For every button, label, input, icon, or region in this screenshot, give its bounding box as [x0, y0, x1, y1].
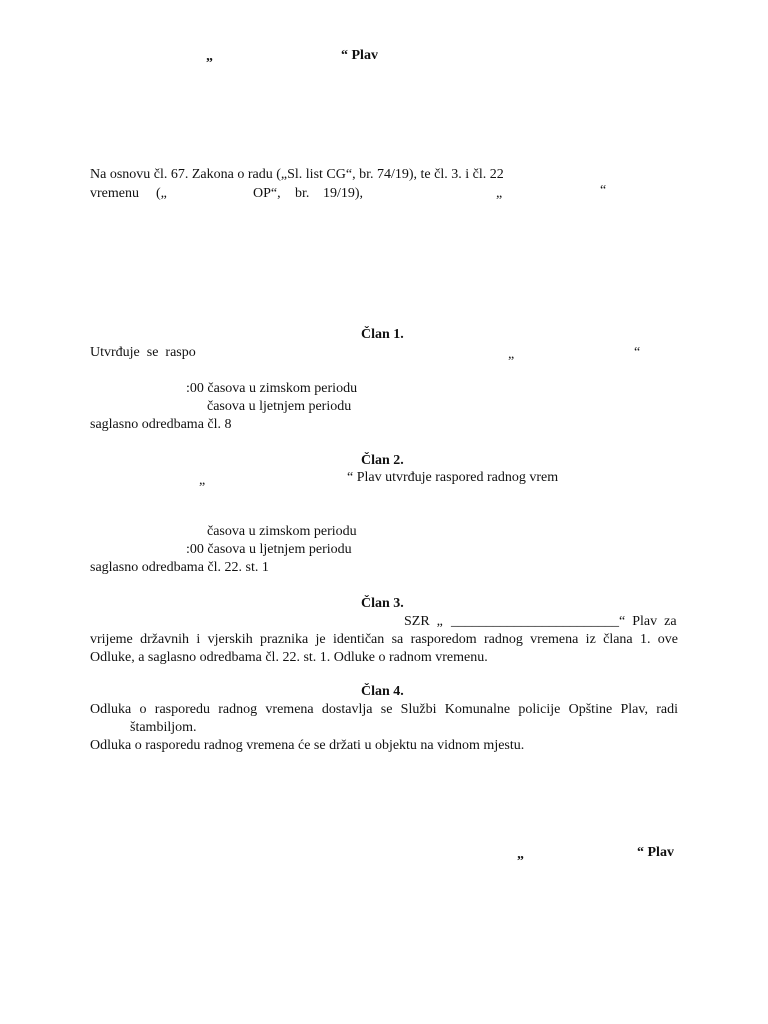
- clan2-line-1-a: „: [199, 473, 206, 488]
- preamble-line-2-f: „: [496, 186, 503, 201]
- clan2-line-1-b: “ Plav utvrđuje raspored radnog vrem: [347, 470, 559, 485]
- clan1-line-4: saglasno odredbama čl. 8: [90, 417, 232, 432]
- clan3-line-1-a: SZR „: [404, 614, 443, 629]
- footer-open-quote: „: [517, 847, 524, 862]
- clan2-line-2: časova u zimskom periodu: [207, 524, 357, 539]
- preamble-line-2-c: OP“,: [253, 186, 281, 201]
- clan4-line-1: Odluka o rasporedu radnog vremena dostavlja se Službi Komunalne policije Opštine Plav, radi: [90, 702, 678, 717]
- preamble-line-2-e: 19/19),: [323, 186, 364, 201]
- clan1-line-2: :00 časova u zimskom periodu: [186, 381, 358, 396]
- clan1-title: Član 1.: [361, 327, 404, 342]
- clan2-line-3: :00 časova u ljetnjem periodu: [186, 542, 352, 557]
- preamble-line-2-d: br.: [295, 186, 310, 201]
- clan3-blank: ________________________: [451, 614, 619, 629]
- clan1-line-1-c: “: [634, 345, 641, 360]
- clan1-line-1-a: Utvrđuje se raspo: [90, 345, 196, 360]
- header-company: “ Plav: [341, 48, 378, 63]
- clan3-title: Član 3.: [361, 596, 404, 611]
- clan4-line-3: Odluka o rasporedu radnog vremena će se držati u objektu na vidnom mjestu.: [90, 738, 525, 753]
- clan4-title: Član 4.: [361, 684, 404, 699]
- clan2-line-4: saglasno odredbama čl. 22. st. 1: [90, 560, 269, 575]
- preamble-line-2-b: („: [156, 186, 167, 201]
- clan3-line-1-b: “ Plav za: [619, 614, 677, 629]
- preamble-line-1: Na osnovu čl. 67. Zakona o radu („Sl. list CG“, br. 74/19), te čl. 3. i čl. 22: [90, 167, 504, 182]
- clan2-title: Član 2.: [361, 453, 404, 468]
- header-open-quote: „: [206, 49, 213, 64]
- preamble-line-2-a: vremenu: [90, 186, 139, 201]
- clan3-line-2: vrijeme državnih i vjerskih praznika je identičan sa rasporedom radnog vremena iz člana 1. ove: [90, 632, 678, 647]
- clan1-line-3: časova u ljetnjem periodu: [207, 399, 352, 414]
- footer-company: “ Plav: [637, 845, 674, 860]
- preamble-line-2-g: “: [600, 183, 607, 198]
- clan4-line-2: štambiljom.: [130, 720, 197, 735]
- clan3-line-3: Odluke, a saglasno odredbama čl. 22. st. 1. Odluke o radnom vremenu.: [90, 650, 488, 665]
- clan1-line-1-b: „: [508, 347, 515, 362]
